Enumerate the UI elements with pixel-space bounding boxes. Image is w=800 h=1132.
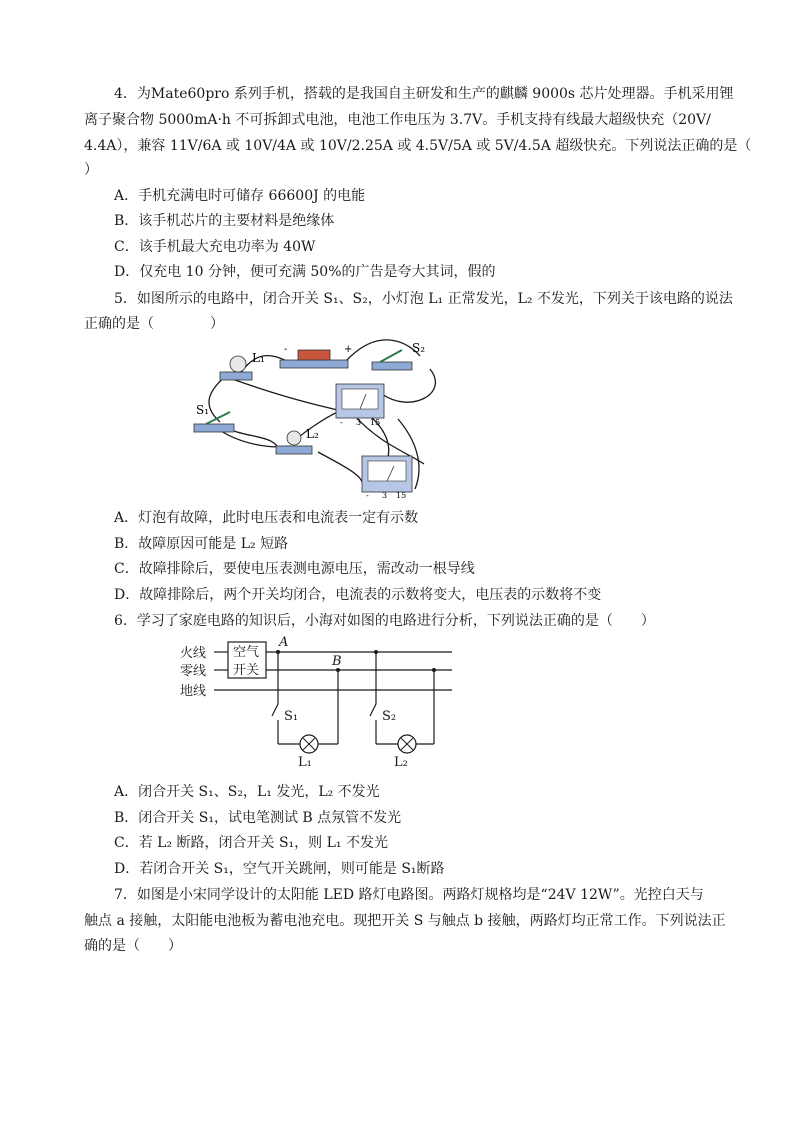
q7-line-3: 确的是（ ）	[84, 938, 182, 954]
meter-1-15: 15	[370, 418, 381, 427]
point-b-label: B	[332, 654, 342, 669]
q5-line-2: 正确的是（ ）	[84, 316, 224, 332]
q5-circuit-figure	[180, 334, 440, 504]
s1-board	[194, 424, 234, 432]
q4-line-1: 4．为Mate60pro 系列手机，搭载的是我国自主研发和生产的麒麟 9000s 芯片处理器。手机采用锂	[114, 86, 734, 102]
s2-lever	[380, 350, 402, 362]
s2-label: S₂	[382, 709, 397, 724]
q6-option-b: B．闭合开关 S₁，试电笔测试 B 点氖管不发光	[114, 810, 402, 826]
q4-option-c: C．该手机最大充电功率为 40W	[114, 239, 316, 255]
meter-2-15: 15	[396, 491, 407, 500]
s2-label: S₂	[412, 341, 426, 355]
q6-option-d: D．若闭合开关 S₁，空气开关跳闸，则可能是 S₁断路	[114, 861, 445, 877]
l2-bulb	[287, 431, 301, 445]
q7-line-1: 7．如图是小宋同学设计的太阳能 LED 路灯电路图。两路灯规格均是“24V 12W”。光控白天与	[114, 887, 704, 903]
l1-bulb	[230, 356, 246, 372]
q4-line-3: 4.4A），兼容 11V/6A 或 10V/4A 或 10V/2.25A 或 4.5V/5A 或 5V/4.5A 超级快充。下列说法正确的是（	[84, 138, 752, 154]
l1-label: L₁	[298, 755, 312, 770]
l2-board	[276, 446, 312, 454]
meter-1-3: 3	[356, 418, 362, 427]
q5-option-a: A．灯泡有故障，此时电压表和电流表一定有示数	[114, 510, 419, 526]
q5-option-b: B．故障原因可能是 L₂ 短路	[114, 536, 289, 552]
q4-option-d: D．仅充电 10 分钟，便可充满 50%的广告是夸大其词，假的	[114, 264, 496, 280]
q6-option-a: A．闭合开关 S₁、S₂，L₁ 发光，L₂ 不发光	[114, 784, 380, 800]
battery-plus: +	[344, 344, 353, 355]
q5-line-1: 5．如图所示的电路中，闭合开关 S₁、S₂，小灯泡 L₁ 正常发光，L₂ 不发光，下列关于该电路的说法	[114, 291, 733, 307]
q6-household-circuit-figure	[180, 634, 460, 770]
s1-lever	[206, 412, 230, 424]
live-wire-label: 火线	[180, 646, 207, 661]
l1-label: L₁	[252, 351, 265, 365]
breaker-label-top: 空气	[233, 645, 260, 660]
s1-label: S₁	[284, 709, 299, 724]
battery-board	[280, 360, 348, 368]
q4-line-4: ）	[84, 162, 98, 178]
meter-1-minus: -	[340, 418, 343, 427]
s1-label: S₁	[196, 403, 210, 417]
q5-option-d: D．故障排除后，两个开关均闭合，电流表的示数将变大，电压表的示数将不变	[114, 587, 602, 603]
l2-label: L₂	[394, 755, 408, 770]
l2-label: L₂	[306, 427, 319, 441]
meter-2-3: 3	[382, 491, 388, 500]
point-a-label: A	[279, 635, 289, 650]
neutral-wire-label: 零线	[180, 664, 207, 679]
breaker-label-bottom: 开关	[233, 663, 260, 678]
l1-board	[220, 372, 252, 380]
l2-lamp	[398, 735, 416, 753]
l1-lamp	[300, 735, 318, 753]
battery-minus: -	[284, 344, 288, 355]
s2-board	[372, 362, 412, 370]
q4-line-2: 离子聚合物 5000mA·h 不可拆卸式电池，电池工作电压为 3.7V。手机支持有线最大超级快充（20V/	[84, 112, 711, 128]
ground-wire-label: 地线	[180, 684, 207, 699]
q4-option-b: B．该手机芯片的主要材料是绝缘体	[114, 213, 335, 229]
meter-2-minus: -	[366, 491, 369, 500]
q6-option-c: C．若 L₂ 断路，闭合开关 S₁，则 L₁ 不发光	[114, 835, 388, 851]
q4-option-a: A．手机充满电时可储存 66600J 的电能	[114, 188, 366, 204]
q5-option-c: C．故障排除后，要使电压表测电源电压，需改动一根导线	[114, 561, 475, 577]
battery-cell	[298, 350, 330, 360]
q7-line-2: 触点 a 接触，太阳能电池板为蓄电池充电。现把开关 S 与触点 b 接触，两路灯均正常工作。下列说法正	[84, 913, 726, 929]
q6-line-1: 6．学习了家庭电路的知识后，小海对如图的电路进行分析，下列说法正确的是（ ）	[114, 613, 655, 629]
